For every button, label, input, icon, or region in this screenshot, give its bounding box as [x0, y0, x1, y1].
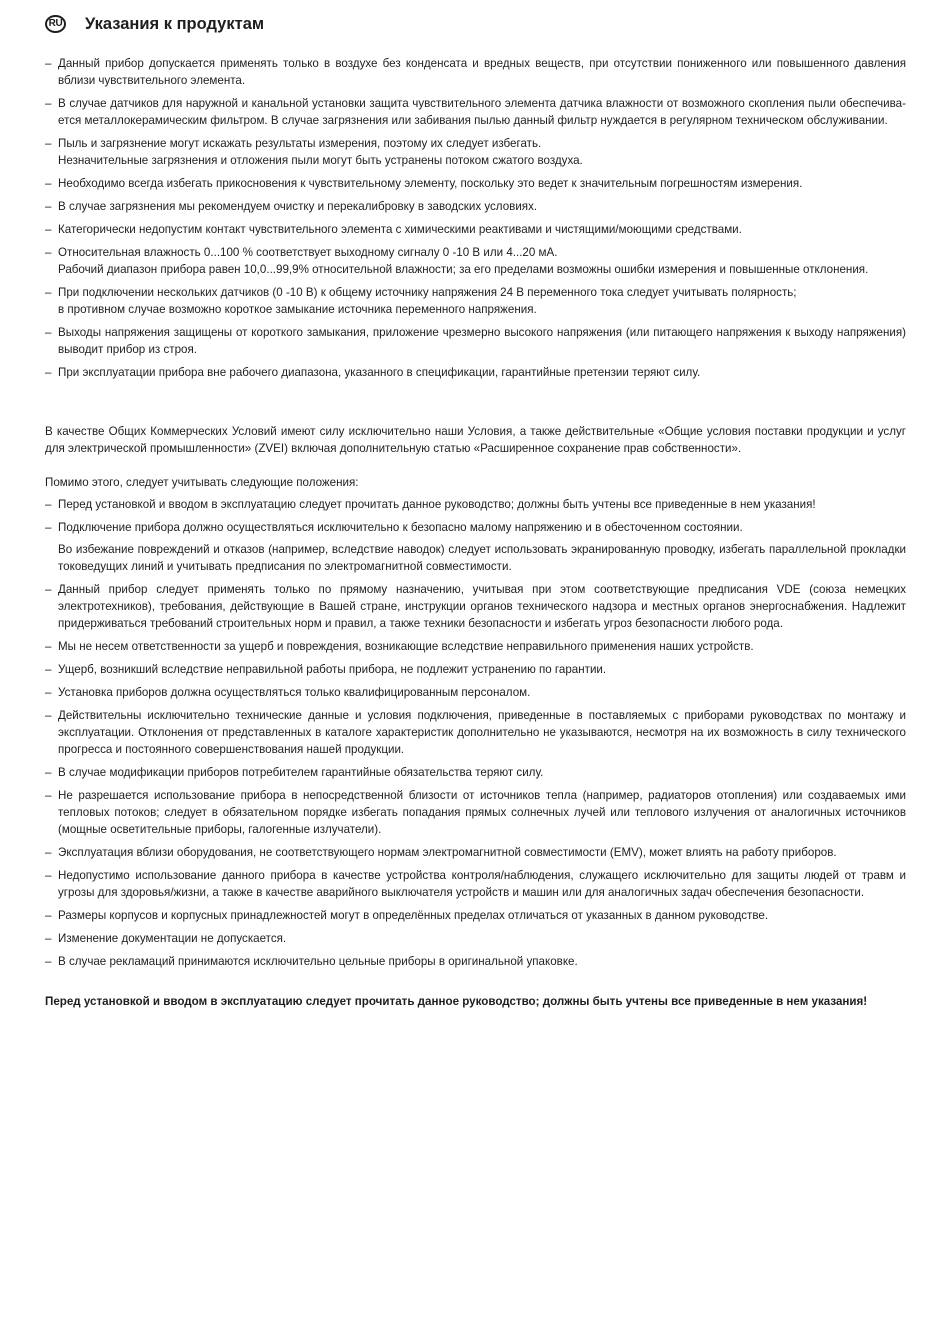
- list-item-text: При эксплуатации прибора вне рабочего диапазона, указанного в спецификации, гарантийные претензии теряют силу.: [58, 366, 701, 379]
- provisions-list: [45, 496, 906, 970]
- list-item-text: Подключение прибора должно осуществляться исключительно к безопасно малому напряжению и в обесточенном состоянии.: [58, 521, 743, 534]
- list-item: [45, 284, 906, 318]
- list-item: [45, 844, 906, 861]
- bullet-dash: –: [45, 909, 52, 922]
- list-item: [45, 707, 906, 758]
- bullet-dash: –: [45, 137, 52, 150]
- list-item: [45, 764, 906, 781]
- list-item: [45, 638, 906, 655]
- bullet-dash: –: [45, 955, 52, 968]
- list-item: [45, 519, 906, 536]
- bullet-dash: –: [45, 521, 52, 534]
- list-item-text: В случае датчиков для наружной и канальной установки защита чувствительного элемента датчика влажности от возможного скопления пыли обеспечива- ется металлокерамическим фильтром. В случае загрязнения или забивания пылью данный фильтр нуждается в регулярном техническом обслуживании.: [58, 97, 906, 127]
- list-item-text: В случае модификации приборов потребителем гарантийные обязательства теряют силу.: [58, 766, 544, 779]
- list-item-text: Данный прибор следует применять только по прямому назначению, учитывая при этом соответствующие предписания VDE (союза немецких электротехников), требования, действующие в Вашей стране, инструкции органов технического надзора и местных органов энергоснабжения. Надлежит придерживаться требований строительных норм и правил, а также техники безопасности и избегать угроз безопасности любого рода.: [58, 583, 906, 630]
- bullet-dash: –: [45, 57, 52, 70]
- list-item: [45, 907, 906, 924]
- list-item: [45, 198, 906, 215]
- bullet-dash: –: [45, 932, 52, 945]
- list-item-text: Незначительные загрязнения и отложения пыли могут быть устранены потоком сжатого воздуха.: [58, 154, 583, 167]
- list-item-text: Изменение документации не допускается.: [58, 932, 287, 945]
- bullet-dash: –: [45, 177, 52, 190]
- list-item-text: Рабочий диапазон прибора равен 10,0...99,9% относительной влажности; за его пределами возможны ошибки измерения и повышенные отклонения.: [58, 263, 869, 276]
- list-item-text: Необходимо всегда избегать прикосновения к чувствительному элементу, поскольку это ведет к значительным погрешностям измерения.: [58, 177, 803, 190]
- list-item-text: В случае загрязнения мы рекомендуем очистку и перекалибровку в заводских условиях.: [58, 200, 538, 213]
- list-item: [45, 930, 906, 947]
- list-item-text: Пыль и загрязнение могут искажать результаты измерения, поэтому их следует избегать.: [58, 137, 542, 150]
- bullet-dash: –: [45, 663, 52, 676]
- list-item-text: Перед установкой и вводом в эксплуатацию следует прочитать данное руководство; должны быть учтены все приведенные в нем указания!: [58, 498, 816, 511]
- bullet-dash: –: [45, 97, 52, 110]
- section-header: [45, 13, 264, 35]
- bullet-dash: –: [45, 846, 52, 859]
- provisions-section: [45, 496, 906, 976]
- list-item-text: Категорически недопустим контакт чувствительного элемента с химическими реактивами и чистящими/моющими средствами.: [58, 223, 742, 236]
- bullet-dash: –: [45, 869, 52, 882]
- bullet-dash: –: [45, 498, 52, 511]
- bullet-dash: –: [45, 766, 52, 779]
- list-item: [45, 953, 906, 970]
- list-item-text: Размеры корпусов и корпусных принадлежностей могут в определённых пределах отличаться от указанных в данном руководстве.: [58, 909, 769, 922]
- list-item: [45, 221, 906, 238]
- list-item: [45, 244, 906, 278]
- provisions-intro: Помимо этого, следует учитывать следующие положения:: [45, 476, 359, 489]
- bullet-dash: –: [45, 200, 52, 213]
- page-title: Указания к продуктам: [85, 15, 265, 33]
- list-item: [45, 661, 906, 678]
- list-item-text: Ущерб, возникший вследствие неправильной работы прибора, не подлежит устранению по гарантии.: [58, 663, 607, 676]
- list-item: [45, 135, 906, 169]
- list-item: [45, 55, 906, 89]
- product-notes-list: [45, 55, 906, 381]
- terms-paragraph: В качестве Общих Коммерческих Условий имеют силу исключительно наши Условия, а также действительные «Общие условия поставки продукции и услуг для электрической промышленности» (ZVEI) включая дополнительную статью «Расширенное сохранение прав собственности».: [45, 425, 906, 455]
- list-item: [45, 364, 906, 381]
- bullet-dash: –: [45, 223, 52, 236]
- list-item: [45, 787, 906, 838]
- list-item-text: в противном случае возможно короткое замыкание источника переменного напряжения.: [58, 303, 537, 316]
- list-item-text: Относительная влажность 0...100 % соответствует выходному сигналу 0 -10 В или 4...20 мА.: [58, 246, 558, 259]
- final-warning: Перед установкой и вводом в эксплуатацию следует прочитать данное руководство; должны быть учтены все приведенные в нем указания!: [45, 995, 868, 1008]
- list-item-text: Не разрешается использование прибора в непосредственной близости от источников тепла (например, радиаторов отопления) или создаваемых ими тепловых потоков; следует в обязательном порядке избегать попадания прямых солнечных лучей или теплового излучения от аналогичных источников (мощные осветительные приборы, галогенные излучатели).: [58, 789, 906, 836]
- list-item: [45, 496, 906, 513]
- bullet-dash: –: [45, 583, 52, 596]
- bullet-dash: –: [45, 246, 52, 259]
- list-item: [45, 324, 906, 358]
- list-item-text: Выходы напряжения защищены от короткого замыкания, приложение чрезмерно высокого напряжения (или питающего напряжения к выходу напряжения) выводит прибор из строя.: [58, 326, 906, 356]
- language-badge-icon: [45, 15, 66, 33]
- bullet-dash: –: [45, 640, 52, 653]
- list-item: [45, 175, 906, 192]
- list-item: [45, 867, 906, 901]
- bullet-dash: –: [45, 789, 52, 802]
- list-item-text: Недопустимо использование данного прибора в качестве устройства контроля/наблюдения, служащего исключительно для защиты людей от травм и угрозы для здоровья/жизни, а также в качестве аварийного выключателя устройств и машин или для аналогичных задач обеспечения безопасности.: [58, 869, 906, 899]
- list-item-text: Мы не несем ответственности за ущерб и повреждения, возникающие вследствие неправильного применения наших устройств.: [58, 640, 754, 653]
- bullet-dash: –: [45, 326, 52, 339]
- list-item-text: Установка приборов должна осуществляться только квалифицированным персоналом.: [58, 686, 531, 699]
- list-item-text: Действительны исключительно технические данные и условия подключения, приведенные в поставляемых с приборами руководствах по монтажу и эксплуатации. Отклонения от представленных в каталоге характеристик дополнительно не указываются, несмотря на их возможность в силу технического прогресса и постоянного совершенствования нашей продукции.: [58, 709, 906, 756]
- list-item: [45, 541, 906, 575]
- list-item-text: При подключении нескольких датчиков (0 -10 В) к общему источнику напряжения 24 В переменного тока следует учитывать полярность;: [58, 286, 797, 299]
- bullet-dash: –: [45, 366, 52, 379]
- bullet-dash: –: [45, 686, 52, 699]
- list-item-text: Данный прибор допускается применять только в воздухе без конденсата и вредных веществ, при отсутствии пониженного или повышенного давления вблизи чувствительного элемента.: [58, 57, 906, 87]
- bullet-dash: –: [45, 286, 52, 299]
- language-code: RU: [48, 18, 63, 29]
- list-item: [45, 684, 906, 701]
- list-item-text: Во избежание повреждений и отказов (например, вследствие наводок) следует использовать экранированную проводку, избегать параллельной прокладки токоведущих линий и учитывать предписания по электромагнитной совместимости.: [58, 543, 906, 573]
- list-item: [45, 581, 906, 632]
- bullet-dash: –: [45, 709, 52, 722]
- list-item-text: Эксплуатация вблизи оборудования, не соответствующего нормам электромагнитной совместимости (EMV), может влиять на работу приборов.: [58, 846, 837, 859]
- product-notes-section: [45, 55, 906, 387]
- list-item-text: В случае рекламаций принимаются исключительно цельные приборы в оригинальной упаковке.: [58, 955, 578, 968]
- list-item: [45, 95, 906, 129]
